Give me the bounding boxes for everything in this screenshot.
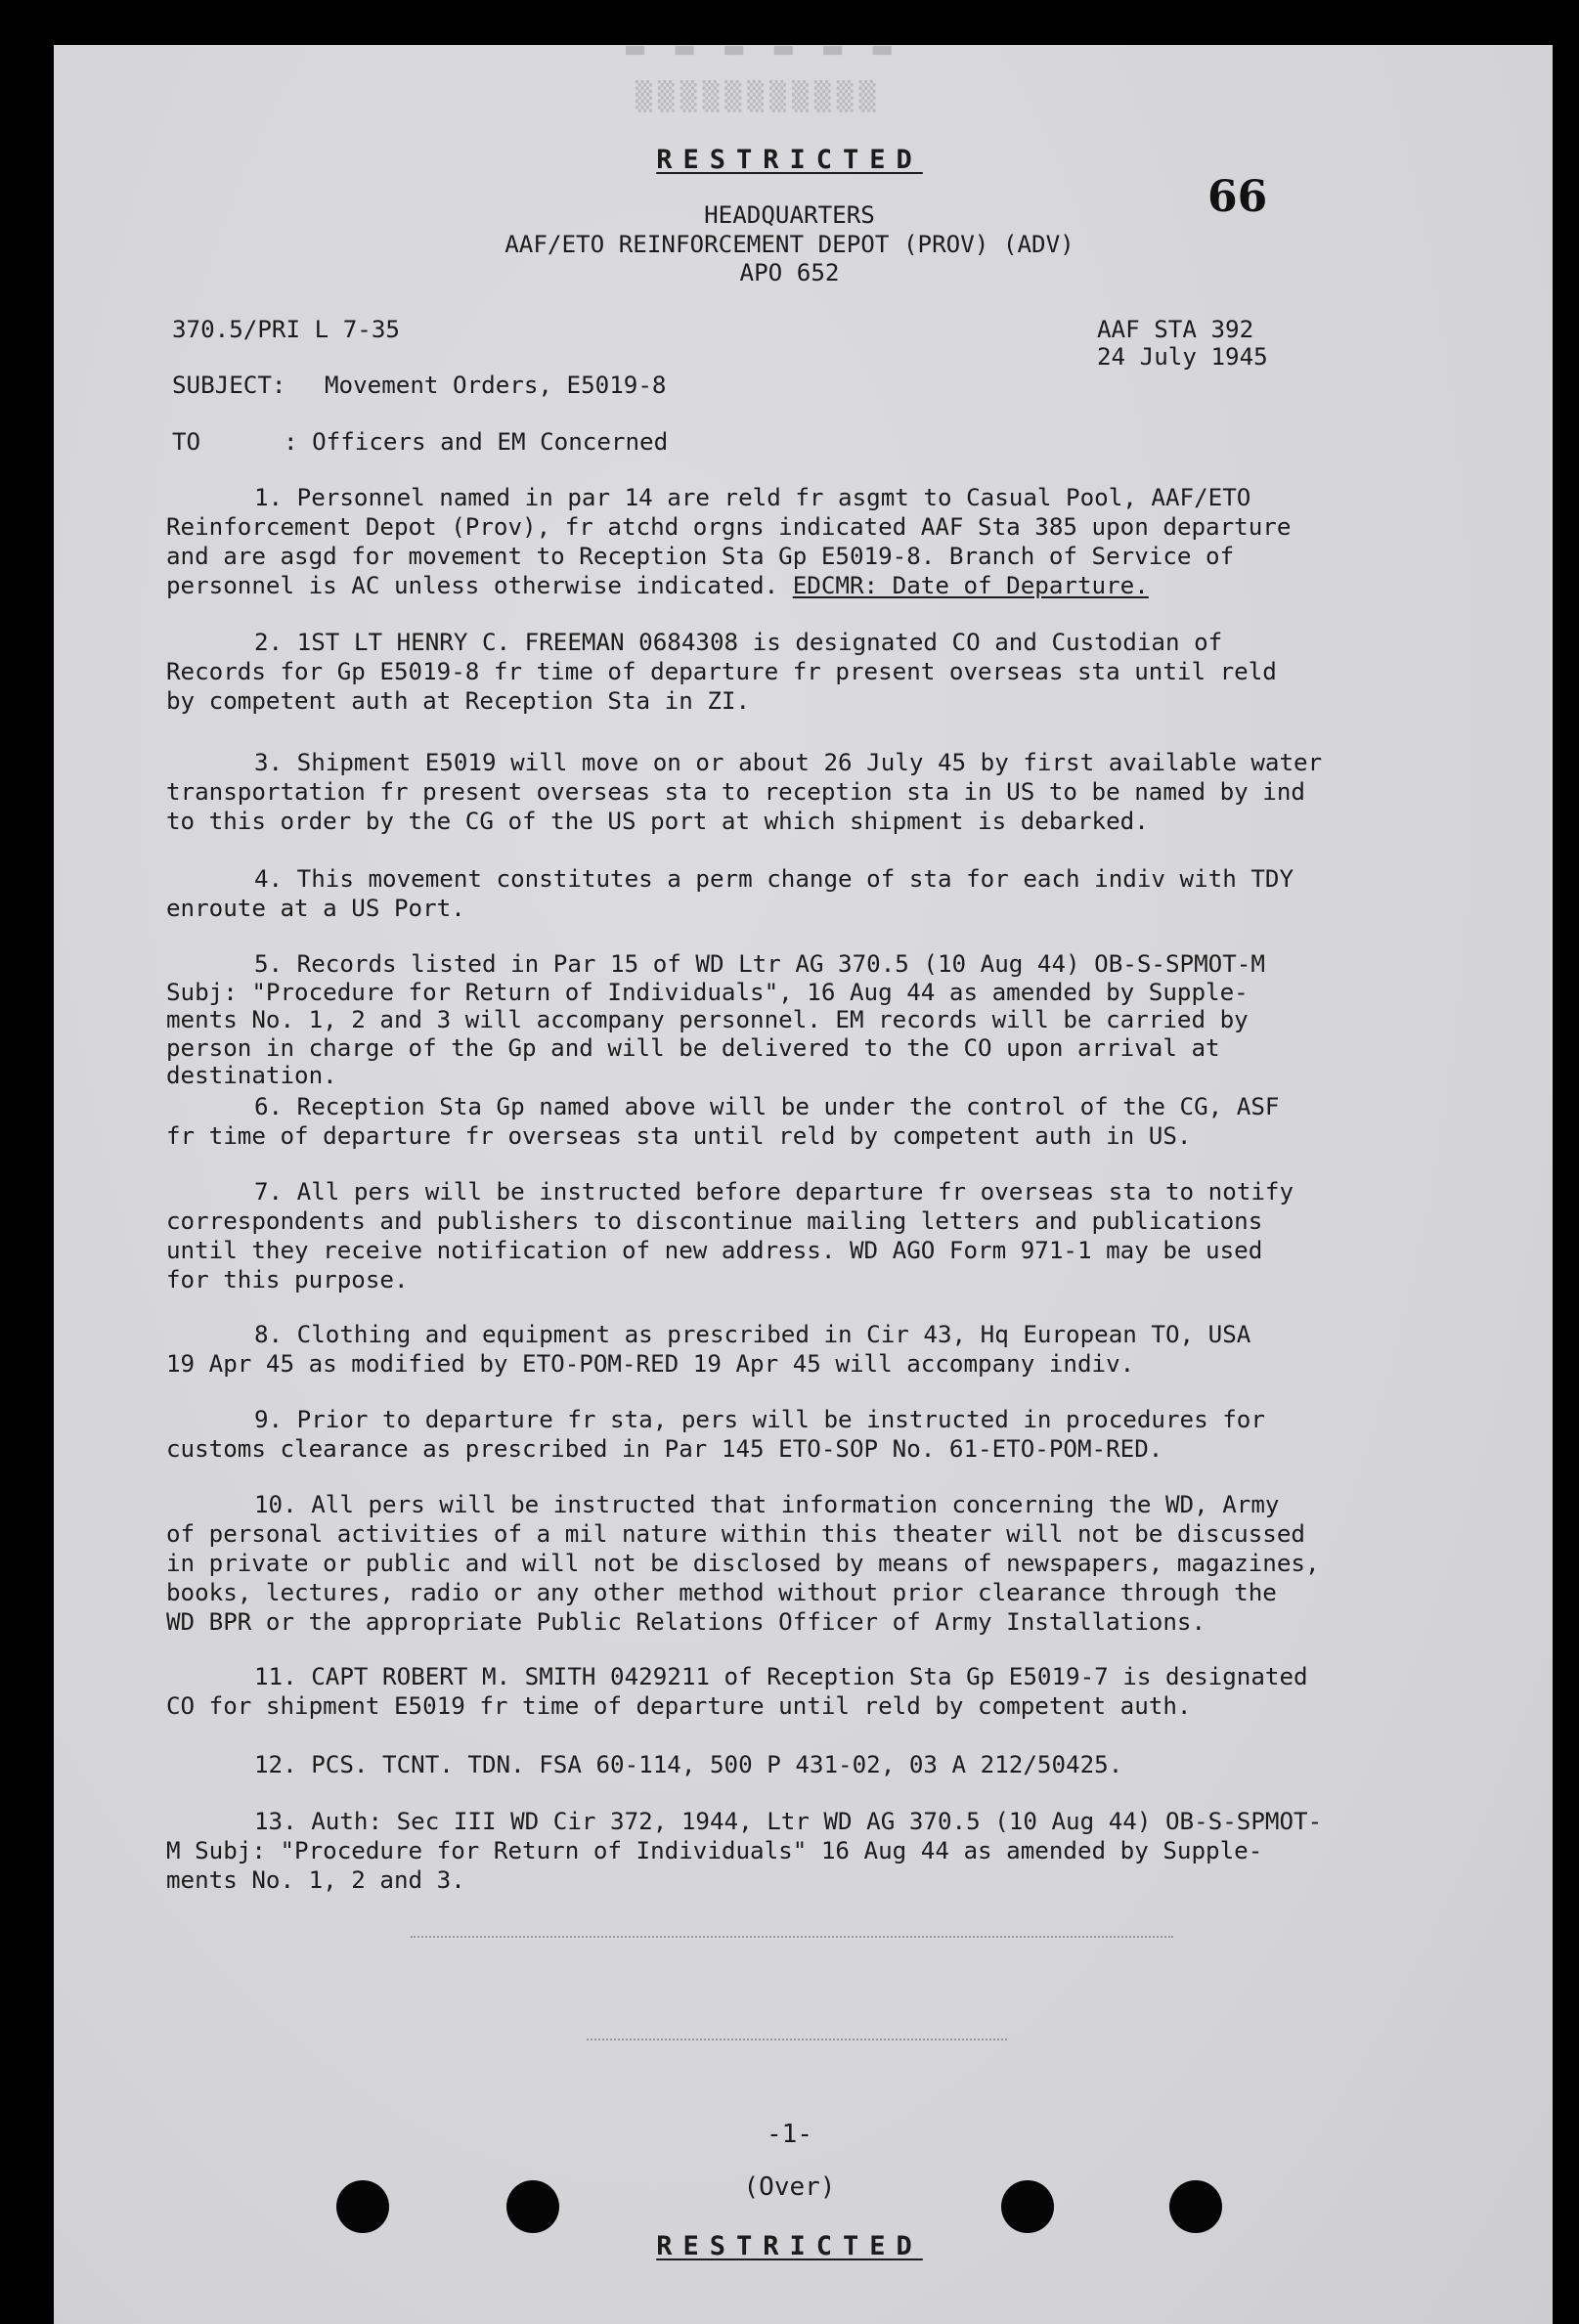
subject-value: Movement Orders, E5019-8	[325, 372, 667, 399]
paragraph-line: 13. Auth: Sec III WD Cir 372, 1944, Ltr WD AG 370.5 (10 Aug 44) OB-S-SPMOT-	[254, 1808, 1323, 1835]
paragraph-line: and are asgd for movement to Reception Sta Gp E5019-8. Branch of Service of	[166, 543, 1235, 570]
paragraph-8	[166, 1320, 1408, 1379]
date: 24 July 1945	[1097, 343, 1268, 371]
paragraph-line: until they receive notification of new address. WD AGO Form 971-1 may be used	[166, 1237, 1263, 1264]
paragraph-13	[166, 1807, 1408, 1895]
paragraph-line: ments No. 1, 2 and 3 will accompany personnel. EM records will be carried by	[166, 1006, 1249, 1033]
paragraph-line: 10. All pers will be instructed that information concerning the WD, Army	[254, 1491, 1280, 1518]
paragraph-line: 12. PCS. TCNT. TDN. FSA 60-114, 500 P 431-02, 03 A 212/50425.	[254, 1751, 1123, 1778]
paragraph-line: 6. Reception Sta Gp named above will be under the control of the CG, ASF	[254, 1093, 1280, 1120]
paragraph-5	[166, 950, 1408, 1090]
paragraph-line: by competent auth at Reception Sta in ZI.	[166, 687, 751, 715]
paragraph-line: enroute at a US Port.	[166, 895, 465, 922]
station: AAF STA 392	[1097, 316, 1254, 343]
page-number: -1-	[767, 2120, 812, 2149]
paragraph-3	[166, 748, 1408, 836]
paragraph-line: 4. This movement constitutes a perm change of sta for each indiv with TDY	[254, 865, 1294, 893]
header-line-2: AAF/ETO REINFORCEMENT DEPOT (PROV) (ADV)	[504, 231, 1075, 258]
paragraph-1	[166, 483, 1408, 600]
paragraph-11	[166, 1662, 1408, 1721]
paragraph-line: destination.	[166, 1062, 337, 1089]
paragraph-line: correspondents and publishers to discontinue mailing letters and publications	[166, 1207, 1263, 1235]
paragraph-line: CO for shipment E5019 fr time of departure until reld by competent auth.	[166, 1692, 1192, 1720]
paragraph-line: 2. 1ST LT HENRY C. FREEMAN 0684308 is designated CO and Custodian of	[254, 629, 1223, 656]
paragraph-line: WD BPR or the appropriate Public Relations Officer of Army Installations.	[166, 1608, 1206, 1636]
paragraph-line: 1. Personnel named in par 14 are reld fr asgmt to Casual Pool, AAF/ETO	[254, 484, 1251, 511]
punch-hole	[1001, 2180, 1054, 2233]
paragraph-line: to this order by the CG of the US port at which shipment is debarked.	[166, 808, 1149, 835]
paragraph-line: in private or public and will not be disclosed by means of newspapers, magazines,	[166, 1550, 1320, 1577]
paragraph-line: 5. Records listed in Par 15 of WD Ltr AG 370.5 (10 Aug 44) OB-S-SPMOT-M	[254, 950, 1265, 978]
paragraph-2	[166, 628, 1408, 716]
classification-bottom: RESTRICTED	[656, 2231, 923, 2261]
paragraph-line: 3. Shipment E5019 will move on or about 26 July 45 by first available water	[254, 749, 1323, 776]
paragraph-12	[166, 1750, 1408, 1779]
to-value: : Officers and EM Concerned	[284, 428, 669, 456]
classification-top: RESTRICTED	[656, 145, 923, 175]
punch-hole	[506, 2180, 559, 2233]
over-note: (Over)	[743, 2172, 836, 2202]
header-line-3: APO 652	[739, 259, 840, 286]
paragraph-line: for this purpose.	[166, 1266, 409, 1294]
paragraph-6	[166, 1092, 1408, 1151]
paragraph-line: 7. All pers will be instructed before departure fr overseas sta to notify	[254, 1178, 1294, 1206]
paragraph-9	[166, 1405, 1408, 1464]
paragraph-line: books, lectures, radio or any other method without prior clearance through the	[166, 1579, 1277, 1606]
edcmr-note: EDCMR: Date of Departure.	[792, 572, 1149, 599]
paragraph-line: personnel is AC unless otherwise indicated.	[166, 572, 779, 599]
subject-label: SUBJECT:	[172, 372, 286, 399]
paragraph-line: Records for Gp E5019-8 fr time of departure fr present overseas sta until reld	[166, 658, 1277, 685]
paragraph-line: transportation fr present overseas sta to reception sta in US to be named by ind	[166, 778, 1305, 806]
paragraph-line: 11. CAPT ROBERT M. SMITH 0429211 of Reception Sta Gp E5019-7 is designated	[254, 1663, 1308, 1690]
bleed-through-mark: ▬ ▬ ▬ ▬ ▬ ▬	[626, 29, 898, 66]
header-line-1: HEADQUARTERS	[704, 201, 875, 229]
faint-dotted-line	[411, 1936, 1173, 1940]
paragraph-line: Reinforcement Depot (Prov), fr atchd orgns indicated AAF Sta 385 upon departure	[166, 513, 1292, 541]
paragraph-line: 19 Apr 45 as modified by ETO-POM-RED 19 Apr 45 will accompany indiv.	[166, 1350, 1135, 1378]
faint-dotted-line	[587, 2039, 1007, 2042]
paragraph-line: M Subj: "Procedure for Return of Individuals" 16 Aug 44 as amended by Supple-	[166, 1837, 1263, 1864]
paragraph-line: fr time of departure fr overseas sta until reld by competent auth in US.	[166, 1122, 1192, 1150]
punch-hole	[336, 2180, 389, 2233]
paragraph-10	[166, 1490, 1408, 1637]
paragraph-line: of personal activities of a mil nature within this theater will not be discussed	[166, 1520, 1305, 1548]
bleed-through-mark: ▒▒▒▒▒▒▒▒▒▒▒	[636, 80, 882, 112]
paragraph-4	[166, 864, 1408, 923]
paragraph-line: 9. Prior to departure fr sta, pers will be instructed in procedures for	[254, 1406, 1265, 1433]
paragraph-line: 8. Clothing and equipment as prescribed in Cir 43, Hq European TO, USA	[254, 1321, 1251, 1348]
to-label: TO	[172, 428, 201, 456]
file-reference: 370.5/PRI L 7-35	[172, 316, 400, 343]
paragraph-line: person in charge of the Gp and will be delivered to the CO upon arrival at	[166, 1033, 1220, 1062]
page-mark: 66	[1207, 172, 1268, 222]
punch-hole	[1169, 2180, 1222, 2233]
paragraph-line: ments No. 1, 2 and 3.	[166, 1866, 465, 1894]
paragraph-line: customs clearance as prescribed in Par 145 ETO-SOP No. 61-ETO-POM-RED.	[166, 1435, 1163, 1463]
paragraph-7	[166, 1177, 1408, 1294]
paragraph-line: Subj: "Procedure for Return of Individuals", 16 Aug 44 as amended by Supple-	[166, 978, 1249, 1006]
